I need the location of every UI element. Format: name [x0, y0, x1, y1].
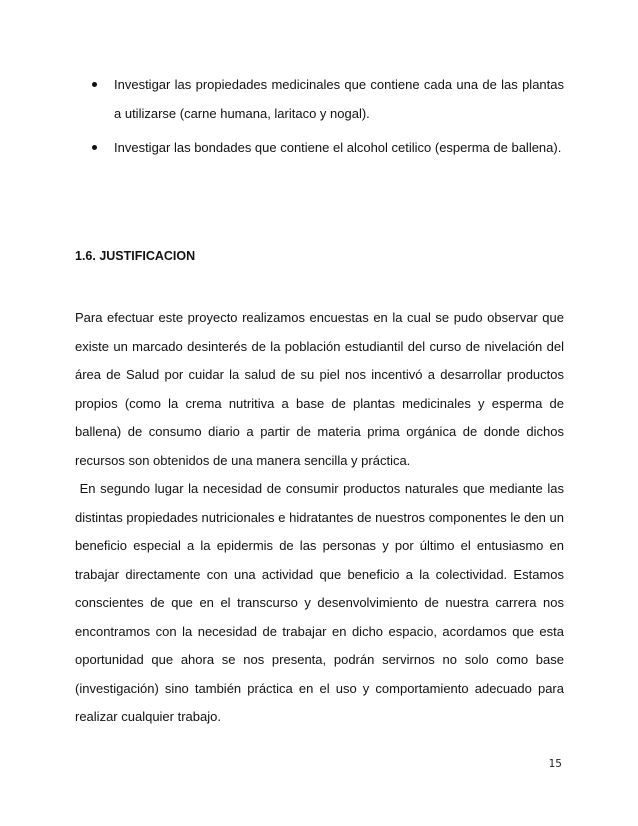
list-item-text: Investigar las propiedades medicinales que contiene cada una de las plantas a utilizarse (carne humana, laritaco y nogal).	[114, 77, 564, 121]
objectives-list	[92, 70, 564, 167]
list-item	[92, 70, 564, 128]
list-item-text: Investigar las bondades que contiene el alcohol cetilico (esperma de ballena).	[114, 140, 562, 155]
bullet-icon	[92, 82, 97, 87]
paragraph: En segundo lugar la necesidad de consumir productos naturales que mediante las distintas propiedades nutricionales e hidratantes de nuestros componentes le den un beneficio especial a la epidermis de las personas y por último el entusiasmo en trabajar directamente con una actividad que beneficio a la colectividad. Estamos conscientes de que en el transcurso y desenvolvimiento de nuestra carrera nos encontramos con la necesidad de trabajar en dicho espacio, acordamos que esta oportunidad que ahora se nos presenta, podrán servirnos no solo como base (investigación) sino también práctica en el uso y comportamiento adecuado para realizar cualquier trabajo.	[75, 481, 568, 724]
paragraph: Para efectuar este proyecto realizamos encuestas en la cual se pudo observar que existe un marcado desinterés de la población estudiantil del curso de nivelación del área de Salud por cuidar la salud de su piel nos incentivó a desarrollar productos propios (como la crema nutritiva a base de plantas medicinales y esperma de ballena) de consumo diario a partir de materia prima orgánica de donde dichos recursos son obtenidos de una manera sencilla y práctica.	[75, 310, 564, 468]
page-number: 15	[548, 758, 562, 770]
section-body	[75, 304, 568, 732]
list-item	[92, 133, 564, 162]
section-heading: 1.6. JUSTIFICACION	[75, 249, 196, 263]
bullet-icon	[92, 145, 97, 150]
